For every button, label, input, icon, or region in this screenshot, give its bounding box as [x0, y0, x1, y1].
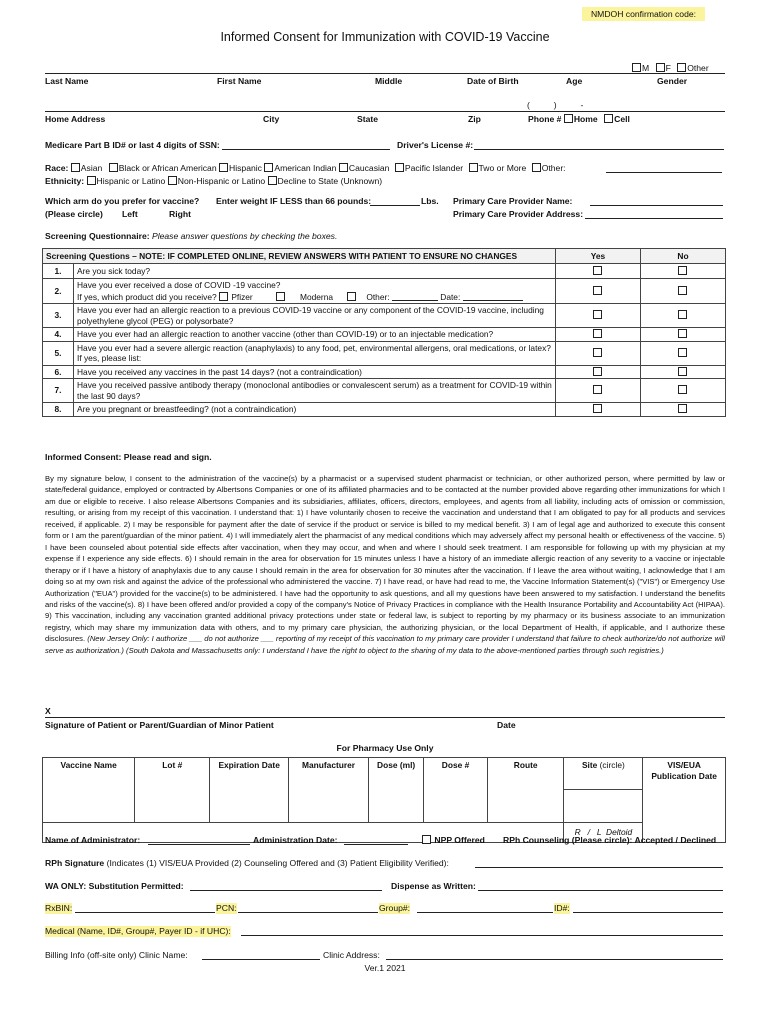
race-pacific-islander-checkbox[interactable]	[395, 163, 404, 172]
question-number: 1.	[43, 264, 74, 279]
age-label: Age	[566, 76, 583, 86]
vis-date-header[interactable]	[643, 758, 726, 843]
substitution-field[interactable]	[190, 881, 382, 891]
question-row	[43, 328, 726, 342]
no-header: No	[641, 249, 726, 264]
race-row	[45, 163, 566, 174]
consent-text	[45, 473, 725, 656]
weight-unit: Lbs.	[421, 196, 439, 206]
phone-label: Phone #	[528, 114, 562, 124]
screening-label: Screening Questionnaire:	[45, 231, 150, 241]
dose-number-header[interactable]	[424, 758, 488, 823]
question-text: Have you received passive antibody therapy (monoclonal antibodies or convalescent serum) as a treatment for COVID-19 within the last 90 days?	[74, 379, 556, 403]
site-circle: (circle)	[599, 760, 625, 770]
yes-checkbox[interactable]	[593, 404, 602, 413]
question-row	[43, 264, 726, 279]
drivers-license-field[interactable]	[474, 140, 724, 150]
screening-header: Screening Questions – NOTE: IF COMPLETED ONLINE, REVIEW ANSWERS WITH PATIENT TO ENSURE NO CHANGES	[43, 249, 556, 264]
medicare-field[interactable]	[222, 140, 390, 150]
yes-checkbox[interactable]	[593, 286, 602, 295]
clinic-address-label: Clinic Address:	[323, 950, 380, 960]
race-option-label: American Indian	[274, 163, 337, 173]
gender-other-label: Other	[687, 63, 709, 73]
race-other-field[interactable]	[606, 163, 722, 173]
version-label: Ver.1 2021	[364, 963, 406, 973]
race-option-label: Asian	[80, 163, 103, 173]
pcp-name-label: Primary Care Provider Name:	[453, 196, 573, 206]
phone-paren: ( ) -	[527, 100, 584, 110]
gender-other-checkbox[interactable]	[677, 63, 686, 72]
arm-left-option[interactable]: Left	[122, 209, 138, 219]
signature-label: Signature of Patient or Parent/Guardian of Minor Patient	[45, 720, 274, 730]
yes-checkbox[interactable]	[593, 266, 602, 275]
column-label: Vaccine Name	[60, 760, 117, 770]
pfizer-label: Pfizer	[231, 291, 253, 302]
date-label: Date:	[440, 291, 461, 302]
signature-date-label: Date	[497, 720, 516, 730]
site-header	[564, 758, 643, 790]
column-label: Dose (ml)	[377, 760, 416, 770]
race-black-checkbox[interactable]	[109, 163, 118, 172]
rph-signature-field[interactable]	[475, 858, 723, 868]
npp-label: NPP Offered	[434, 835, 485, 845]
consent-body: By my signature below, I consent to the administration of the vaccine(s) by a pharmacist or a supervised student pharmacist or technician, or other authorized person, where permitted by law or state/federal guidance, employed or contracted by Albertsons Companies or one of its affiliated pharmacies and to be contacted at the number provided above regarding other immunizations for which I am due or eligible to receive. I also release Albertsons Companies and its subsidiaries, affiliates, officers, directors, employees, and agents from all liability, including acts of omission or commission, resulting, or arising from my receipt of this vaccination. I understand that: 1) I have voluntarily chosen to receive the vaccination and understand that I am obligated to pay for all products and services received, if applicable. 2) I may be responsible for payment after the date of service if the product or service is billed to my medical benefit. 3) I am of legal age and authorized to execute this consent form or I am the parent/guardian of the minor patient. 4) I will immediately alert the pharmacist of any medical conditions which may adversely affect my personal health or effectiveness of the vaccine. 5) I have been counseled about potential side effects after vaccination, when they may occur, and when and where I should seek treatment. I am responsible for following up with my physician at my expense if I experience any side effects. 6) I should remain in the area for observation for 15 minutes unless I have a history of an immediate allergic reaction of any severity to a vaccine or injectable therapy or if I have a history of anaphylaxis due to any cause I should remain in the area for observation for 30 minutes after the vaccination. If I leave the area without waiting, I acknowledge that I am doing so at my own risk and against the advice of the professional who administered the vaccine. 7) I have read, or have had read to me, the Vaccine Information Statement(s) ("VIS") or Emergency Use Authorization ("EUA") provided for the vaccine(s) to be administered. I have had the opportunity to ask questions, and all my questions have been answered to my satisfaction. I understand the benefits and risks of the vaccine(s). 8) I have been offered and/or provided a copy of the company's Notice of Privacy Practices in compliance with the Health Insurance Portability and Accountability Act (HIPAA). 9) This vaccination, including any vaccination granted additional privacy protections under state or federal law, is subject to reporting by my pharmacy or its business associate to an immunization registry, which may share my immunization data with others, and to my primary care physician, the authorizing physician, or the local Department of Health, if applicable, and I authorize these disclosures.	[45, 474, 725, 644]
weight-field[interactable]	[370, 196, 420, 206]
weight-label: Enter weight IF LESS than 66 pounds:	[216, 196, 372, 206]
signature-x: X	[45, 706, 51, 716]
group-field[interactable]	[417, 903, 553, 913]
gender-m-label: M	[642, 63, 650, 73]
vis-label: VIS/EUA Publication Date	[651, 760, 717, 781]
race-asian-checkbox[interactable]	[71, 163, 80, 172]
gender-f-label: F	[665, 63, 671, 73]
state-label: State	[357, 114, 379, 124]
column-label: Manufacturer	[302, 760, 356, 770]
question-row	[43, 403, 726, 417]
race-caucasian-checkbox[interactable]	[339, 163, 348, 172]
consent-state-notes: (New Jersey Only: I authorize ___ do not authorize ___ reporting of my receipt of this vaccination to my primary care provider I understand that failure to check authorize/do not authorize will serve as authorization.) (South Dakota and Massachusetts only: I understand I have the right to object to the sharing of my data to the above-mentioned parties through such registries.)	[45, 634, 725, 655]
lot-header[interactable]	[135, 758, 210, 823]
question-text: Are you sick today?	[74, 264, 556, 279]
city-label: City	[263, 114, 280, 124]
medicare-label: Medicare Part B ID# or last 4 digits of SSN:	[45, 140, 220, 150]
question-number: 2.	[43, 279, 74, 304]
ethnicity-row	[45, 176, 382, 187]
manufacturer-header[interactable]	[288, 758, 368, 823]
admin-date-label: Administration Date:	[253, 835, 338, 845]
site-options[interactable]: R / L Deltoid	[564, 823, 643, 843]
clinic-address-field[interactable]	[386, 950, 723, 960]
arm-question: Which arm do you prefer for vaccine?	[45, 196, 200, 206]
signature-line[interactable]	[45, 717, 725, 718]
question-number: 6.	[43, 365, 74, 379]
pcp-address-label: Primary Care Provider Address:	[453, 209, 584, 219]
gender-f-checkbox[interactable]	[656, 63, 665, 72]
group-label: Group#:	[379, 903, 411, 913]
yes-checkbox[interactable]	[593, 385, 602, 394]
ethnicity-hispanic-checkbox[interactable]	[87, 176, 96, 185]
first-name-label: First Name	[217, 76, 262, 86]
race-two-or-more-checkbox[interactable]	[469, 163, 478, 172]
form-title: Informed Consent for Immunization with COVID-19 Vaccine	[220, 30, 550, 44]
yes-checkbox[interactable]	[593, 310, 602, 319]
question-row	[43, 304, 726, 328]
pharmacy-table	[42, 757, 726, 843]
screening-heading	[45, 231, 337, 242]
question-number: 5.	[43, 341, 74, 365]
rph-signature-row	[45, 858, 449, 869]
ethnicity-option-label: Decline to State (Unknown)	[277, 176, 383, 186]
question-text: Have you ever received a dose of COVID -19 vaccine?	[77, 280, 281, 290]
wa-only-label: WA ONLY: Substitution Permitted:	[45, 881, 184, 891]
question-row	[43, 341, 726, 365]
moderna-checkbox[interactable]	[276, 292, 285, 301]
phone-home-checkbox[interactable]	[564, 114, 573, 123]
pharmacy-heading: For Pharmacy Use Only	[336, 743, 434, 753]
phone-cell-label: Cell	[614, 114, 630, 124]
no-checkbox[interactable]	[678, 367, 687, 376]
race-option-label: Other:	[541, 163, 566, 173]
ethnicity-option-label: Non-Hispanic or Latino	[177, 176, 266, 186]
question-number: 8.	[43, 403, 74, 417]
question-row	[43, 279, 726, 304]
npp-group	[422, 835, 485, 846]
race-option-label: Two or More	[478, 163, 527, 173]
no-checkbox[interactable]	[678, 348, 687, 357]
question-text: Have you ever had a severe allergic reaction (anaphylaxis) to any food, pet, environmental allergens, oral medications, or latex? If yes, please list:	[74, 341, 556, 365]
race-option-label: Hispanic	[229, 163, 262, 173]
medical-field[interactable]	[241, 926, 723, 936]
medical-label: Medical (Name, ID#, Group#, Payer ID - if UHC):	[45, 926, 231, 936]
no-checkbox[interactable]	[678, 329, 687, 338]
other-product-field[interactable]	[392, 291, 438, 301]
admin-name-label: Name of Administrator:	[45, 835, 141, 845]
rxbin-field[interactable]	[75, 903, 215, 913]
npp-checkbox[interactable]	[422, 835, 431, 844]
race-hispanic-checkbox[interactable]	[219, 163, 228, 172]
screening-table	[42, 248, 726, 417]
admin-date-field[interactable]	[344, 835, 408, 845]
admin-name-field[interactable]	[148, 835, 250, 845]
address-line[interactable]	[45, 111, 725, 112]
name-line[interactable]	[45, 73, 725, 74]
pcp-address-field[interactable]	[585, 209, 723, 219]
vaccine-name-header[interactable]	[43, 758, 135, 823]
phone-home-label: Home	[573, 114, 598, 124]
question-number: 7.	[43, 379, 74, 403]
column-label: Dose #	[441, 760, 470, 770]
column-label: Lot #	[162, 760, 183, 770]
zip-label: Zip	[468, 114, 481, 124]
clinic-name-field[interactable]	[202, 950, 320, 960]
drivers-license-label: Driver's License #:	[397, 140, 474, 150]
ethnicity-decline-checkbox[interactable]	[268, 176, 277, 185]
dispense-field[interactable]	[478, 881, 723, 891]
question-number: 4.	[43, 328, 74, 342]
pcp-name-field[interactable]	[590, 196, 723, 206]
product-options	[77, 291, 552, 303]
screening-instruction: Please answer questions by checking the boxes.	[151, 231, 338, 241]
race-option-label: Caucasian	[348, 163, 390, 173]
other-product-checkbox[interactable]	[347, 292, 356, 301]
site-blank[interactable]	[564, 790, 643, 823]
question-row	[43, 379, 726, 403]
site-label: Site	[581, 760, 598, 770]
column-label: Expiration Date	[218, 760, 280, 770]
home-address-label: Home Address	[45, 114, 106, 124]
arm-right-option[interactable]: Right	[169, 209, 191, 219]
moderna-label: Moderna	[299, 291, 334, 302]
gender-m-checkbox[interactable]	[632, 63, 641, 72]
other-product-label: Other:	[366, 291, 390, 302]
question-text: Have you ever had an allergic reaction to another vaccine (other than COVID-19) or to an injectable medication?	[74, 328, 556, 342]
rph-counseling[interactable]: RPh Counseling (Please circle): Accepted / Declined	[503, 835, 717, 845]
race-american-indian-checkbox[interactable]	[264, 163, 273, 172]
rxbin-label: RxBIN:	[45, 903, 73, 913]
yes-checkbox[interactable]	[593, 329, 602, 338]
yes-checkbox[interactable]	[593, 348, 602, 357]
no-checkbox[interactable]	[678, 286, 687, 295]
middle-label: Middle	[375, 76, 403, 86]
ethnicity-option-label: Hispanic or Latino	[96, 176, 166, 186]
race-option-label: Pacific Islander	[404, 163, 464, 173]
ethnicity-non-hispanic-checkbox[interactable]	[168, 176, 177, 185]
question-row	[43, 365, 726, 379]
race-option-label: Black or African American	[118, 163, 217, 173]
question-number: 3.	[43, 304, 74, 328]
race-other-checkbox[interactable]	[532, 163, 541, 172]
consent-heading: Informed Consent: Please read and sign.	[45, 452, 212, 462]
confirmation-code-field[interactable]	[582, 7, 705, 21]
question-text: Are you pregnant or breastfeeding? (not a contraindication)	[74, 403, 556, 417]
id-label: ID#:	[554, 903, 570, 913]
no-checkbox[interactable]	[678, 266, 687, 275]
pfizer-checkbox[interactable]	[219, 292, 228, 301]
gender-label: Gender	[657, 76, 688, 86]
phone-cell-checkbox[interactable]	[604, 114, 613, 123]
dose-date-field[interactable]	[463, 291, 523, 301]
no-checkbox[interactable]	[678, 404, 687, 413]
confirmation-code-label: NMDOH confirmation code:	[590, 9, 697, 19]
question-text: Have you ever had an allergic reaction to a previous COVID-19 vaccine or any component of the COVID-19 vaccine, including polyethylene glycol (PEG) or polysorbate?	[74, 304, 556, 328]
yes-header: Yes	[556, 249, 641, 264]
rph-signature-note: (Indicates (1) VIS/EUA Provided (2) Counseling Offered and (3) Patient Eligibility Verified):	[106, 858, 449, 868]
route-header[interactable]	[487, 758, 563, 823]
id-field[interactable]	[573, 903, 723, 913]
product-question: If yes, which product did you receive?	[77, 291, 217, 302]
arm-circle-note: (Please circle)	[45, 209, 103, 219]
billing-label: Billing Info (off-site only) Clinic Name:	[45, 950, 188, 960]
no-checkbox[interactable]	[678, 385, 687, 394]
ethnicity-label: Ethnicity:	[45, 176, 85, 186]
race-label: Race:	[45, 163, 69, 173]
pcn-label: PCN:	[216, 903, 237, 913]
pcn-field[interactable]	[238, 903, 378, 913]
phone-group	[528, 114, 630, 125]
question-text: Have you received any vaccines in the past 14 days? (not a contraindication)	[74, 365, 556, 379]
yes-checkbox[interactable]	[593, 367, 602, 376]
no-checkbox[interactable]	[678, 310, 687, 319]
last-name-label: Last Name	[45, 76, 89, 86]
expiration-header[interactable]	[210, 758, 289, 823]
rph-signature-label: RPh Signature	[45, 858, 105, 868]
dose-ml-header[interactable]	[369, 758, 424, 823]
dispense-label: Dispense as Written:	[391, 881, 476, 891]
column-label: Route	[513, 760, 538, 770]
dob-label: Date of Birth	[467, 76, 519, 86]
question-text-2	[74, 279, 556, 304]
